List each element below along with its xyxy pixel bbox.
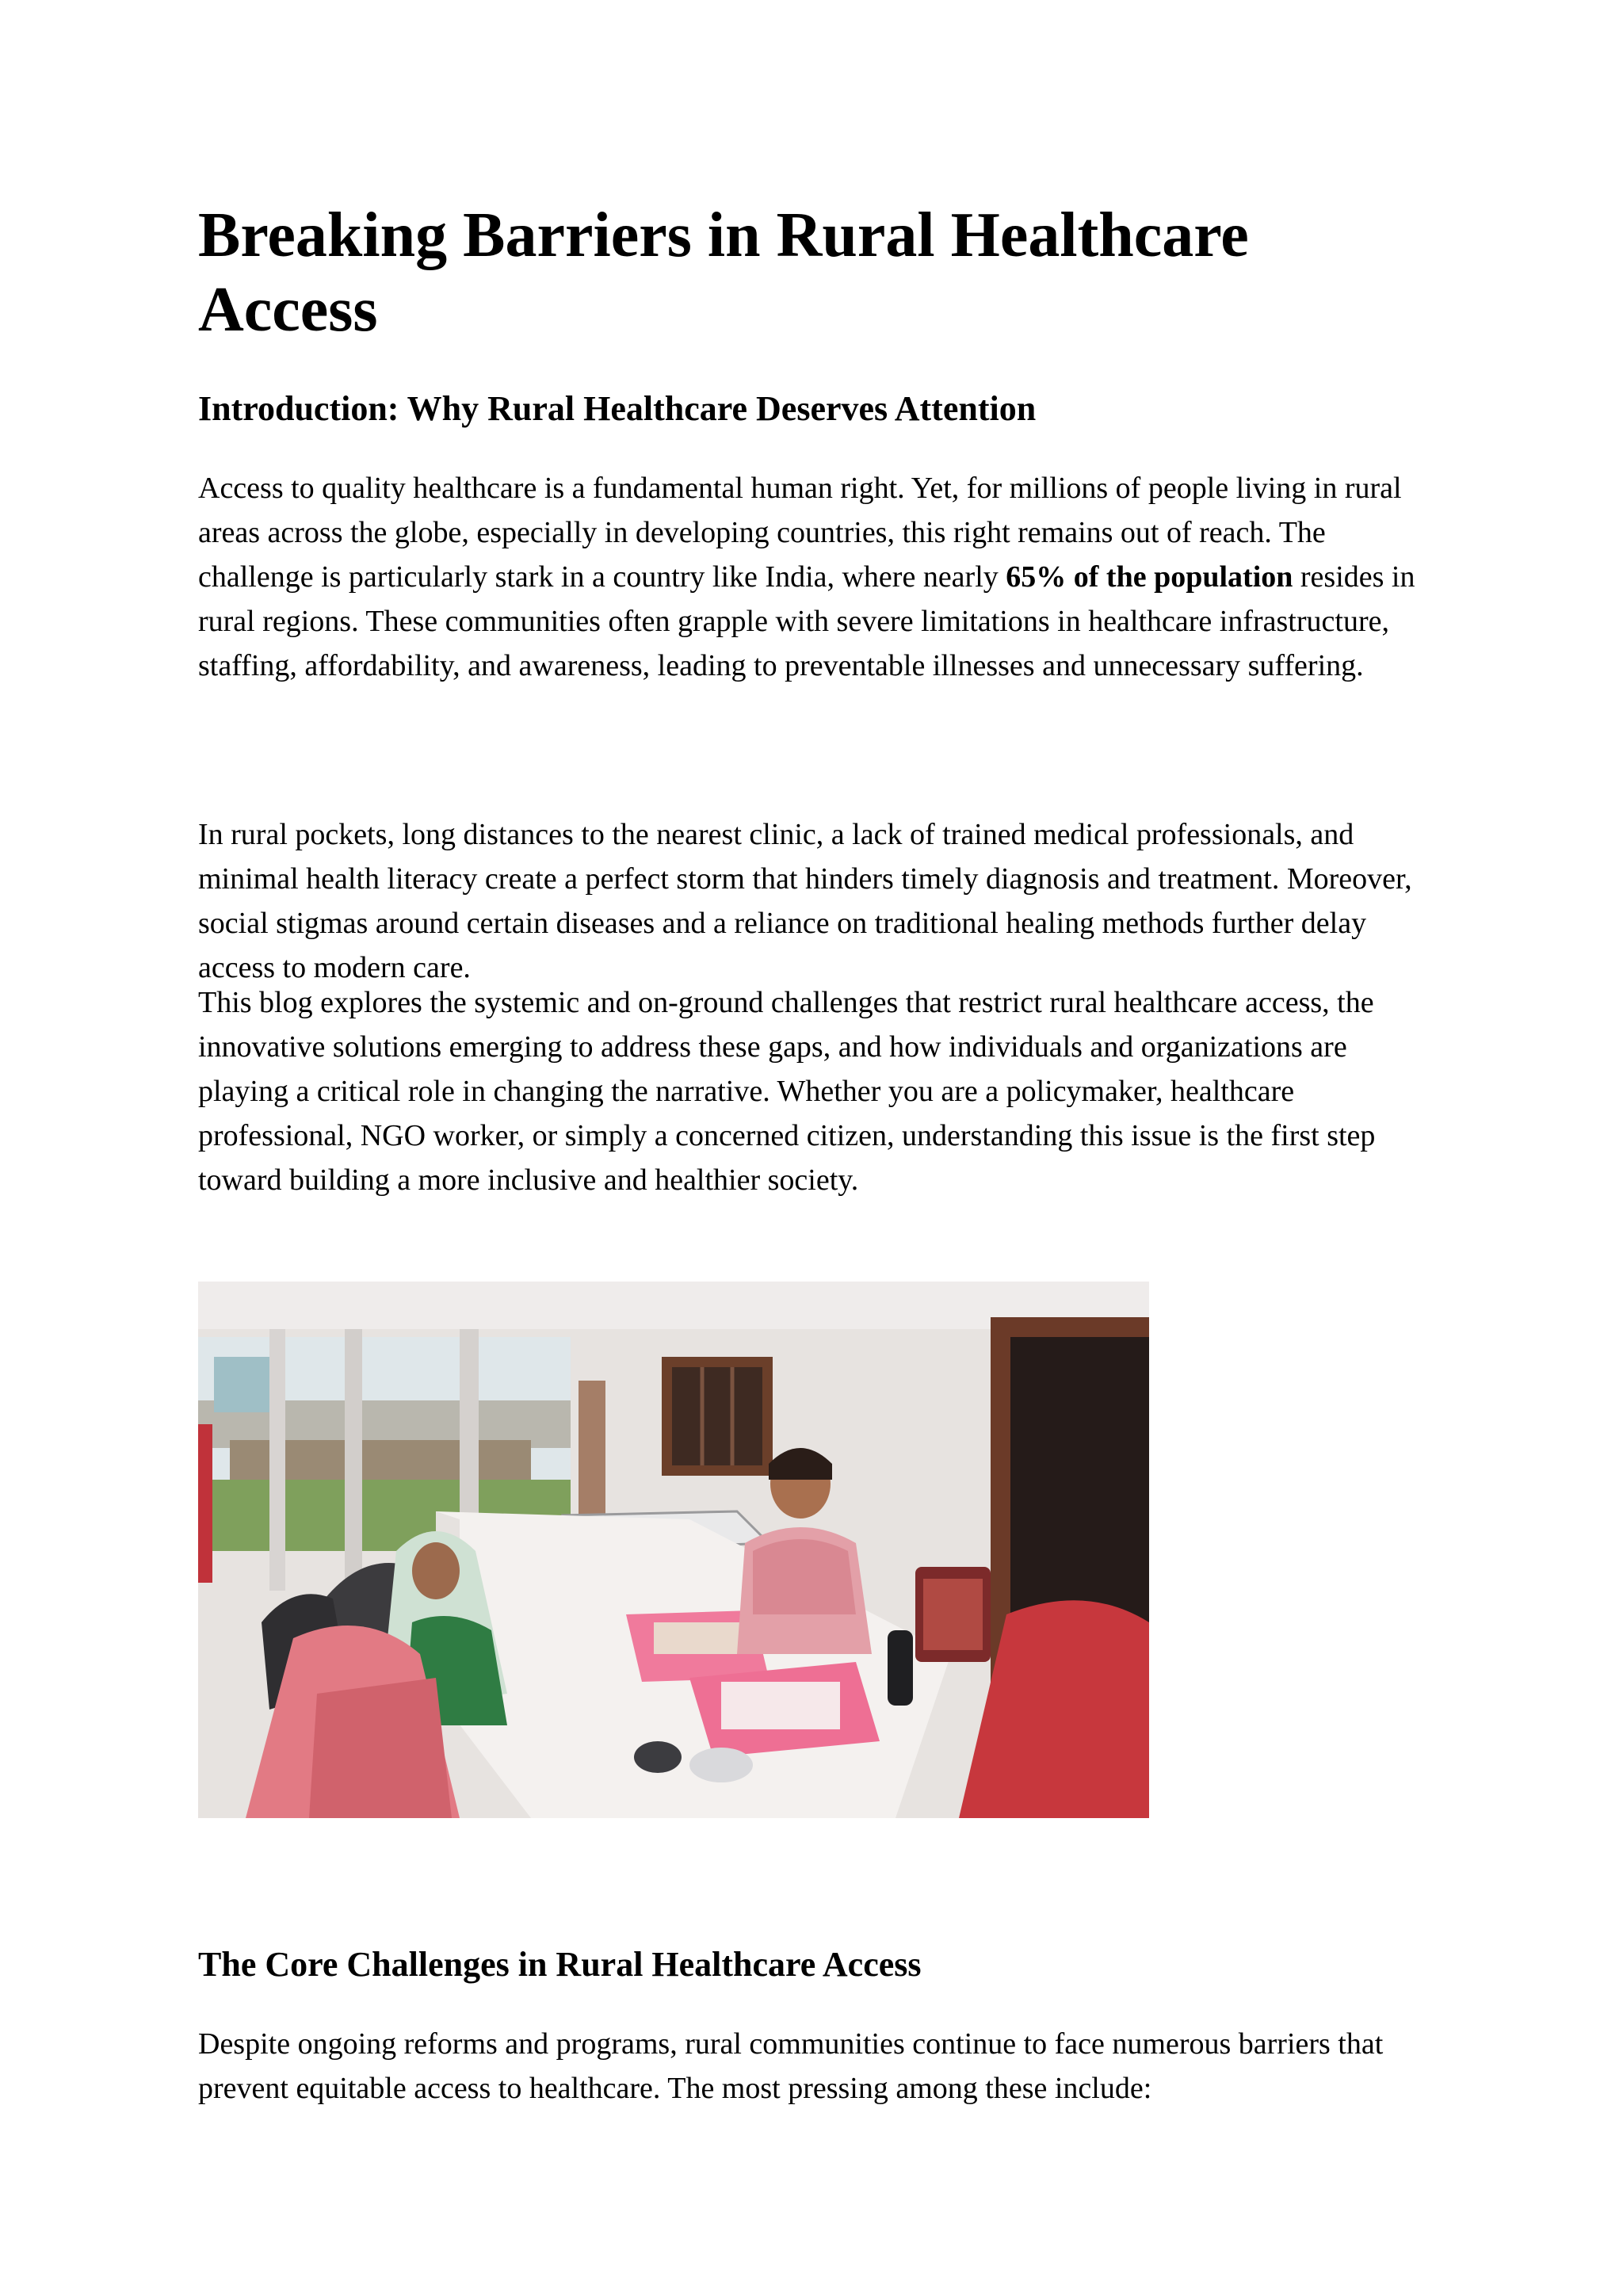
section-heading-introduction: Introduction: Why Rural Healthcare Deserves Attention (198, 389, 1037, 428)
document-title: Breaking Barriers in Rural Healthcare Access (198, 201, 1249, 345)
paragraph-challenges-1: Despite ongoing reforms and programs, rural communities continue to face numerous barriers that prevent equitable access to healthcare. The most pressing among these include: (198, 2027, 1384, 2105)
paragraph-intro-1 (198, 466, 1442, 688)
paragraph-intro-1-text-a: Access to quality healthcare is a fundamental human right. Yet, for millions of people living in rural areas across the globe, especially in developing countries, this right remains out of reach. The challenge is particularly stark in a country like India, where nearly (198, 472, 1402, 594)
paragraph-intro-3: This blog explores the systemic and on-ground challenges that restrict rural healthcare access, the innovative solutions emerging to address these gaps, and how individuals and organizations are playing a critical role in changing the narrative. Whether you are a policymaker, healthcare professional, NGO worker, or simply a concerned citizen, understanding this issue is the first step toward building a more inclusive and healthier society. (198, 986, 1376, 1197)
paragraph-intro-1-text-b: resides in rural regions. These communities often grapple with severe limitations in healthcare infrastructure, staffing, affordability, and awareness, leading to preventable illnesses and unnecessary suffering. (198, 560, 1415, 682)
article-photo (198, 1282, 1149, 1818)
health-camp-photo-illustration (198, 1282, 1149, 1818)
section-heading-core-challenges: The Core Challenges in Rural Healthcare Access (198, 1945, 922, 1984)
paragraph-intro-1-bold: 65% of the population (1006, 560, 1293, 594)
paragraph-intro-2: In rural pockets, long distances to the nearest clinic, a lack of trained medical professionals, and minimal health literacy create a perfect storm that hinders timely diagnosis and treatment. Moreover, social stigmas around certain diseases and a reliance on traditional healing methods further delay access to modern care. (198, 818, 1412, 984)
